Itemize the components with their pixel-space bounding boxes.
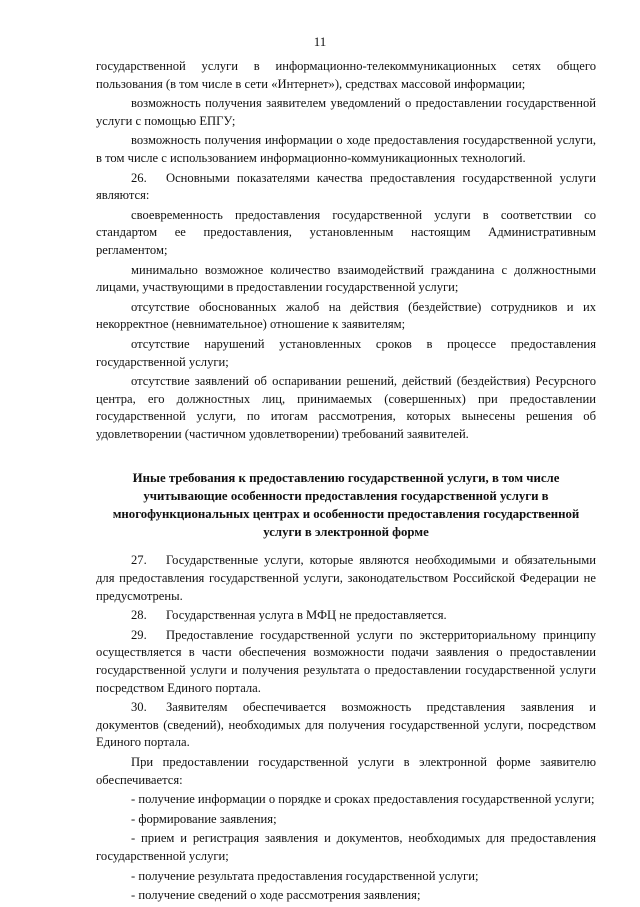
paragraph [96,830,596,865]
paragraph-text: минимально возможное количество взаимодействий гражданина с должностными лицами, участвующими в предоставлении государственной услуги; [96,262,596,295]
paragraph-text: - формирование заявления; [131,811,277,826]
paragraph-text: возможность получения заявителем уведомлений о предоставлении государственной услуги с помощью ЕПГУ; [96,96,596,128]
paragraph [96,207,596,260]
paragraph-text: возможность получения информации о ходе предоставления государственной услуги, в том числе с использованием информационно-коммуникационных технологий. [96,133,596,165]
paragraph-text: государственной услуги в информационно-телекоммуникационных сетях общего пользования (в том числе в сети «Интернет»), средствах массовой информации; [96,59,596,91]
paragraph-text: Основными показателями качества предоставления государственной услуги являются: [96,170,596,203]
paragraph [96,754,596,789]
paragraph-text: Государственная услуга в МФЦ не предоставляется. [166,608,447,623]
paragraph-text: - получение сведений о ходе рассмотрения заявления; [131,888,421,903]
paragraph [96,627,596,697]
paragraph-text: Заявителям обеспечивается возможность представления заявления и документов (сведений), необходимых для получения государственной услуги, посредством Единого портала. [96,700,596,750]
section-heading: Иные требования к предоставлению государственной услуги, в том числе учитывающие особенности предоставления государственной услуги в многофункциональных центрах и особенности предоставления государственной услуги в электронной форме [112,471,580,540]
paragraph-text: отсутствие обоснованных жалоб на действия (бездействие) сотрудников и их некорректное (невнимательное) отношение к заявителям; [96,299,596,332]
document-body [96,58,596,907]
paragraph [96,699,596,752]
clause-number: 27. [131,553,147,568]
paragraph [96,887,596,905]
paragraph-text: отсутствие заявлений об оспаривании решений, действий (бездействия) Ресурсного центра, его должностных лиц, принимаемых (совершенных) при предоставлении государственной услуги, по итогам рассмотрения, которых вынесены решения об удовлетворении (частичном удовлетворении) требований заявителей. [96,374,596,441]
paragraph [96,95,596,130]
paragraph [96,170,596,205]
paragraph [96,262,596,297]
paragraphs-before-heading [96,58,596,443]
paragraph [96,791,596,809]
paragraph [96,811,596,829]
paragraph-text: - прием и регистрация заявления и документов, необходимых для предоставления государственной услуги; [96,831,596,863]
paragraph-text: - получение результата предоставления государственной услуги; [131,868,479,883]
paragraph-text: своевременность предоставления государственной услуги в соответствии со стандартом ее предоставления, установленным настоящим Административным регламентом; [96,207,596,257]
paragraph [96,132,596,167]
paragraph-text: - получение информации о порядке и сроках предоставления государственной услуги; [131,792,595,807]
paragraph-text: Государственные услуги, которые являются необходимыми и обязательными для предоставления государственной услуги, законодательством Российской Федерации не предусмотрены. [96,553,596,603]
paragraph [96,373,596,443]
paragraph [96,552,596,605]
paragraphs-after-heading [96,552,596,904]
paragraph [96,299,596,334]
page-number: 11 [313,34,327,49]
paragraph [96,607,596,625]
paragraph-text: отсутствие нарушений установленных сроков в процессе предоставления государственной услуги; [96,336,596,369]
paragraph-text: Предоставление государственной услуги по экстерриториальному принципу осуществляется в части обеспечения возможности подачи заявления о предоставлении государственной услуги и получения результата о предоставлении государственной услуги посредством Единого портала. [96,627,596,695]
clause-number: 26. [131,170,147,185]
paragraph [96,336,596,371]
clause-number: 28. [131,608,147,623]
paragraph [96,58,596,93]
paragraph [96,868,596,886]
clause-number: 30. [131,700,147,715]
clause-number: 29. [131,627,147,642]
paragraph-text: При предоставлении государственной услуги в электронной форме заявителю обеспечивается: [96,755,596,787]
